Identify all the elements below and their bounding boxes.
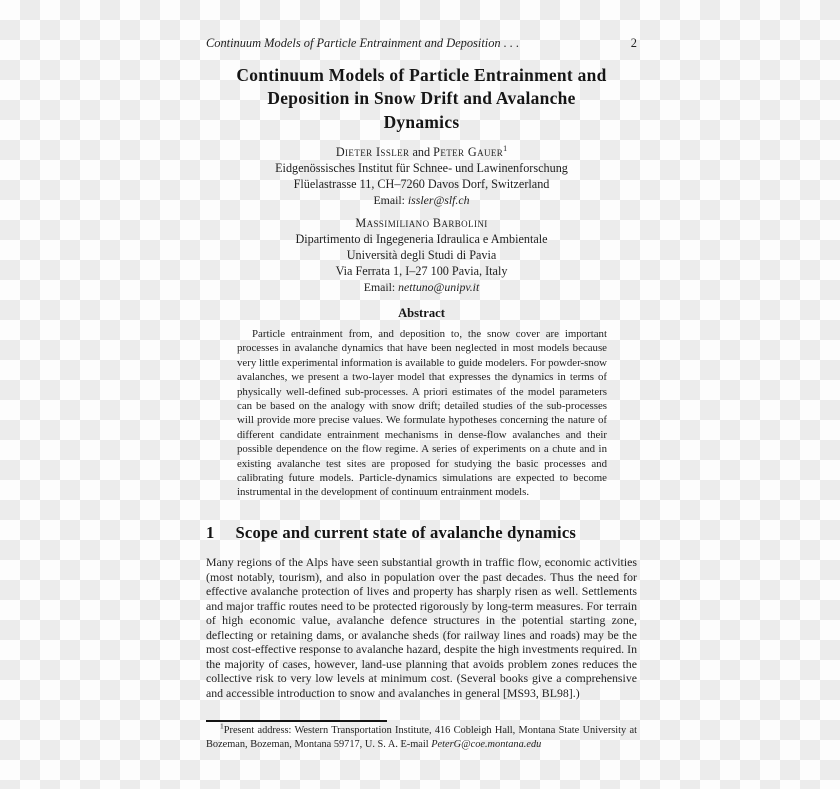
section-heading bbox=[206, 523, 637, 543]
footnote-mark: 1 bbox=[220, 721, 224, 731]
footnote-text bbox=[206, 721, 637, 752]
author-names bbox=[206, 215, 637, 231]
affiliation-line: Via Ferrata 1, I–27 100 Pavia, Italy bbox=[335, 264, 508, 278]
email-line bbox=[206, 192, 637, 208]
footnote-rule bbox=[206, 720, 387, 722]
author-block-barbolini bbox=[206, 215, 637, 295]
author-name: Peter Gauer bbox=[433, 145, 504, 159]
email-label: Email: bbox=[373, 193, 405, 207]
paper-title-line-1: Continuum Models of Particle Entrainment and bbox=[236, 65, 607, 85]
author-block-issler-gauer bbox=[206, 144, 637, 208]
footnote-body: Present address: Western Transportation Institute, 416 Cobleigh Hall, Montana State University at Bozeman, Bozeman, Montana 59717, U. S. A. E-mail bbox=[206, 725, 637, 750]
abstract-heading: Abstract bbox=[398, 306, 445, 320]
affiliation-line: Flüelastrasse 11, CH–7260 Davos Dorf, Switzerland bbox=[293, 177, 550, 191]
footnote-email: PeterG@coe.montana.edu bbox=[431, 738, 542, 750]
email-address: nettuno@unipv.it bbox=[398, 280, 480, 294]
running-head-title: Continuum Models of Particle Entrainment and Deposition . . . bbox=[206, 36, 520, 50]
affiliation-line: Università degli Studi di Pavia bbox=[346, 248, 497, 262]
running-head bbox=[206, 36, 637, 51]
author-name: Dieter Issler bbox=[335, 145, 410, 159]
author-name: Massimiliano Barbolini bbox=[355, 216, 488, 230]
affiliation-line: Eidgenössisches Institut für Schnee- und Lawinenforschung bbox=[275, 161, 568, 175]
paper-title bbox=[206, 64, 637, 134]
section-title: Scope and current state of avalanche dynamics bbox=[235, 523, 577, 542]
email-line bbox=[206, 279, 637, 295]
abstract-text: Particle entrainment from, and deposition to, the snow cover are important processes in avalanche dynamics that have been neglected in most models because very little experimental information is available to guide modelers. For powder-snow avalanches, we present a two-layer model that expresses the dynamics in terms of physically well-defined sub-processes. A priori estimates of the model parameters can be based on the analogy with snow drift; detailed studies of the sub-processes will provide more precise values. We formulate hypotheses concerning the nature of different candidate entrainment mechanisms in dense-flow avalanches and their possible dependence on the flow regime. A series of experiments on a chute and in existing avalanche test sites are proposed for studying the basic processes and calibrating future models. Particle-dynamics simulations are expected to become instrumental in the development of continuum entrainment models. bbox=[237, 328, 607, 499]
paper-page bbox=[206, 0, 637, 789]
body-paragraph: Many regions of the Alps have seen substantial growth in traffic flow, economic activities (most notably, tourism), and also in population over the past decades. Thus the need for effective avalanche protection of lives and property has sharply risen as well. Settlements and major traffic routes need to be protected rigorously by long-term measures. For terrain of high economic value, avalanche defence structures in the potential starting zone, deflecting or retaining dams, or avalanche sheds (for railway lines and roads) may be the most cost-effective response to avalanche hazard, despite the high investments required. In the majority of cases, however, land-use planning that avoids problem zones reduces the collective risk to very low levels at minimum cost. (Several books give a comprehensive and accessible introduction to snow and avalanches in general [MS93, BL98].) bbox=[206, 555, 637, 700]
author-footnote-mark: 1 bbox=[503, 143, 508, 153]
author-conjunction: and bbox=[412, 145, 431, 159]
author-names bbox=[206, 144, 637, 160]
affiliation-line: Dipartimento di Ingegeneria Idraulica e Ambientale bbox=[295, 232, 548, 246]
email-label: Email: bbox=[363, 280, 396, 294]
page-number: 2 bbox=[630, 36, 637, 50]
paper-title-line-2: Deposition in Snow Drift and Avalanche bbox=[267, 88, 576, 109]
email-address: issler@slf.ch bbox=[407, 193, 470, 207]
paper-title-line-3: Dynamics bbox=[383, 111, 460, 132]
section-number: 1 bbox=[206, 523, 215, 542]
